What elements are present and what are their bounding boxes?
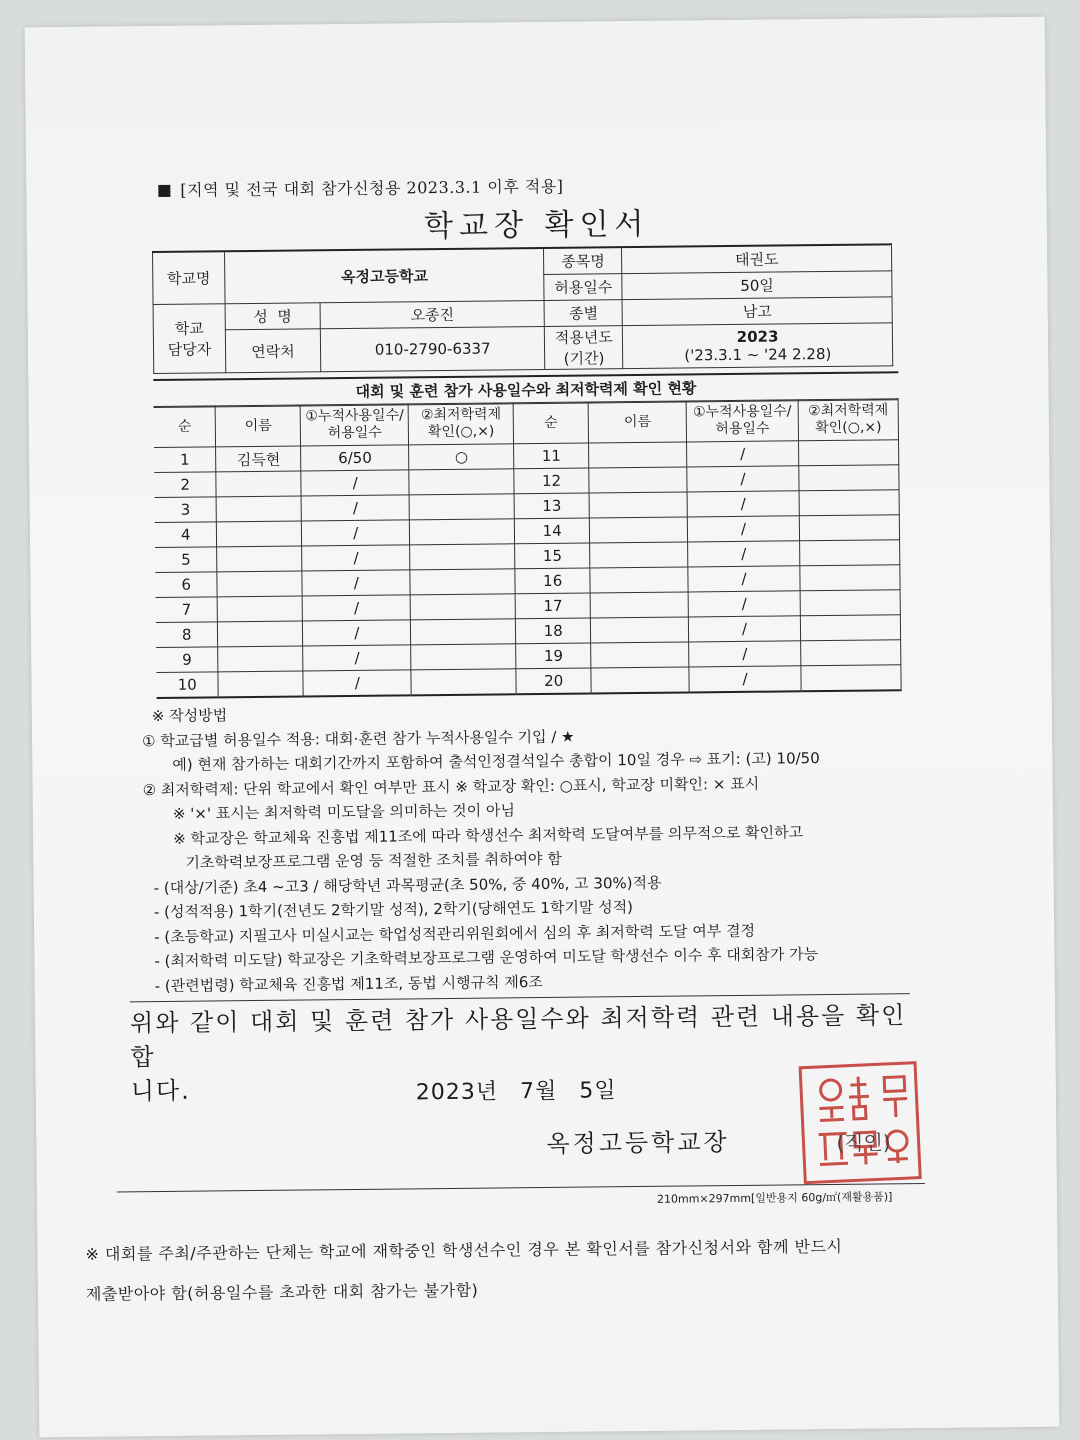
instructions bbox=[142, 696, 925, 998]
document-paper bbox=[25, 17, 1060, 1438]
cell-right-no: 14 bbox=[515, 518, 590, 544]
event-value: 태권도 bbox=[622, 244, 892, 273]
header-usage-right-line2: 허용일수 bbox=[715, 420, 770, 438]
cell-left-check bbox=[410, 519, 515, 545]
note-2: ② 최저학력제: 단위 학교에서 확인 여부만 표시 ※ 학교장 확인: ○표시, 학교장 미확인: × 표시 bbox=[142, 774, 760, 799]
cell-right-check bbox=[800, 565, 900, 591]
school-label: 학교명 bbox=[153, 251, 225, 304]
cell-right-check bbox=[799, 490, 899, 516]
cell-right-no: 20 bbox=[516, 668, 591, 694]
school-value: 옥정고등학교 bbox=[224, 248, 544, 304]
cell-right-name bbox=[589, 492, 687, 518]
manager-label-line2: 담당자 bbox=[167, 340, 212, 359]
cell-left-usage: / bbox=[301, 495, 409, 521]
cell-left-name bbox=[217, 546, 302, 572]
cell-left-name bbox=[218, 596, 303, 622]
cell-right-check bbox=[800, 540, 900, 566]
detail-1: - (대상/기준) 초4 ~고3 / 해당학년 과목평균(초 50%, 중 40%, 고 30%)적용 bbox=[153, 873, 662, 897]
status-title: 대회 및 훈련 참가 사용일수와 최저학력제 확인 현황 bbox=[153, 371, 898, 408]
note-1: ① 학교급별 허용일수 적용: 대회·훈련 참가 누적사용일수 기입 / ★ bbox=[142, 727, 575, 750]
cell-left-name bbox=[217, 571, 302, 597]
note-2-sub2b: 기초학력보장프로그램 운영 등 적절한 조치를 취하여야 함 bbox=[185, 849, 562, 872]
cell-right-name bbox=[589, 467, 687, 493]
bottom-note-line2: 제출받아야 함(허용일수를 초과한 대회 참가는 불가함) bbox=[85, 1280, 479, 1304]
header-name-right: 이름 bbox=[588, 401, 686, 443]
cell-right-usage: / bbox=[689, 641, 801, 667]
detail-2: - (성적적용) 1학기(전년도 2학기말 성적), 2학기(당해연도 1학기말 성적) bbox=[153, 898, 634, 922]
contact-label: 연락처 bbox=[225, 329, 320, 373]
bottom-note bbox=[85, 1226, 966, 1315]
cell-left-check bbox=[411, 669, 516, 696]
cell-left-check bbox=[411, 619, 516, 645]
issue-date: 2023년 7월 5일 bbox=[415, 1078, 617, 1106]
official-seal bbox=[799, 1061, 922, 1184]
header-usage-right bbox=[686, 400, 798, 442]
cell-left-check: ○ bbox=[409, 444, 514, 470]
header-check-line1: ②최저학력제 bbox=[420, 406, 502, 424]
cell-left-no: 6 bbox=[155, 572, 217, 598]
cell-right-name bbox=[589, 442, 687, 468]
cell-right-name bbox=[591, 642, 689, 668]
cell-right-check bbox=[800, 615, 900, 641]
principal-title: 옥정고등학교장 bbox=[546, 1128, 730, 1158]
cell-left-no: 8 bbox=[156, 622, 218, 648]
cell-right-usage: / bbox=[687, 466, 799, 492]
cell-left-usage: / bbox=[302, 595, 410, 621]
year-value: 2023 bbox=[736, 327, 779, 346]
allowed-days-value: 50일 bbox=[622, 271, 892, 300]
cell-right-no: 13 bbox=[514, 493, 589, 519]
header-note-text: [지역 및 전국 대회 참가신청용 2023.3.1 이후 적용] bbox=[180, 176, 564, 200]
header-check bbox=[408, 403, 513, 445]
cell-left-name bbox=[217, 521, 302, 547]
event-label: 종목명 bbox=[544, 247, 622, 274]
cell-left-no: 7 bbox=[156, 597, 218, 623]
cell-right-check bbox=[800, 590, 900, 616]
cell-left-no: 9 bbox=[156, 647, 218, 673]
category-label: 종별 bbox=[545, 300, 623, 327]
cell-left-name: 김득현 bbox=[216, 446, 301, 472]
cell-left-name bbox=[218, 671, 303, 697]
period-value: ('23.3.1 ~ '24 2.28) bbox=[684, 344, 832, 365]
cell-right-no: 19 bbox=[516, 643, 591, 669]
notes-heading: ※ 작성방법 bbox=[151, 706, 228, 726]
name-label: 성 명 bbox=[225, 303, 320, 330]
confirmation-line2: 니다. bbox=[130, 1076, 191, 1106]
contact-value: 010-2790-6337 bbox=[320, 326, 545, 371]
info-table bbox=[152, 243, 893, 374]
cell-left-usage: / bbox=[303, 670, 411, 697]
header-note bbox=[158, 174, 563, 201]
header-check-line2: 확인(○,×) bbox=[427, 423, 495, 441]
year-label-line1: 적용년도 bbox=[554, 328, 613, 347]
seal-mark-label: (직인) bbox=[836, 1130, 891, 1155]
cell-left-check bbox=[410, 569, 515, 595]
cell-left-check bbox=[409, 469, 514, 495]
detail-3: - (초등학교) 지필고사 미실시교는 학업성적관리위원회에서 심의 후 최저학력 도달 여부 결정 bbox=[154, 921, 756, 946]
cell-right-name bbox=[590, 592, 688, 618]
cell-left-usage: / bbox=[302, 570, 410, 596]
manager-label bbox=[153, 304, 226, 374]
cell-right-check bbox=[801, 665, 901, 692]
cell-right-no: 18 bbox=[516, 618, 591, 644]
cell-right-check bbox=[799, 465, 899, 491]
black-square-icon bbox=[158, 185, 170, 197]
cell-left-no: 4 bbox=[155, 522, 217, 548]
cell-left-no: 5 bbox=[155, 547, 217, 573]
cell-left-usage: / bbox=[303, 645, 411, 671]
bottom-note-line1: ※ 대회를 주최/주관하는 단체는 학교에 재학중인 학생선수인 경우 본 확인서를 참가신청서와 함께 반드시 bbox=[85, 1236, 843, 1264]
cell-left-name bbox=[218, 646, 303, 672]
cell-right-name bbox=[589, 517, 687, 543]
cell-left-no: 2 bbox=[154, 472, 216, 498]
cell-right-no: 15 bbox=[515, 543, 590, 569]
cell-left-check bbox=[411, 644, 516, 670]
cell-right-usage: / bbox=[689, 666, 801, 693]
allowed-days-label: 허용일수 bbox=[544, 274, 622, 301]
header-check-right-line2: 확인(○,×) bbox=[815, 419, 882, 437]
name-value: 오종진 bbox=[320, 300, 545, 328]
cell-left-no: 10 bbox=[156, 672, 218, 698]
cell-left-name bbox=[218, 621, 303, 647]
detail-5: - (관련법령) 학교체육 진흥법 제11조, 동법 시행규칙 제6조 bbox=[154, 972, 543, 995]
cell-right-usage: / bbox=[688, 541, 800, 567]
cell-left-usage: / bbox=[303, 620, 411, 646]
header-name: 이름 bbox=[216, 405, 301, 447]
paper-spec: 210mm×297mm[일반용지 60g/㎡(재활용품)] bbox=[656, 1190, 893, 1206]
year-label bbox=[545, 326, 623, 370]
document-title: 학교장 확인서 bbox=[423, 206, 650, 245]
cell-left-check bbox=[410, 544, 515, 570]
category-value: 남고 bbox=[622, 297, 892, 326]
year-value-cell bbox=[623, 323, 893, 369]
note-2-sub2a: ※ 학교장은 학교체육 진흥법 제11조에 따라 학생선수 최저학력 도달여부를 의무적으로 확인하고 bbox=[173, 822, 804, 848]
header-check-right bbox=[798, 399, 898, 441]
header-no-right: 순 bbox=[513, 402, 588, 444]
cell-left-name bbox=[216, 471, 301, 497]
cell-right-check bbox=[801, 640, 901, 666]
cell-right-name bbox=[590, 542, 688, 568]
cell-right-no: 11 bbox=[514, 443, 589, 469]
cell-left-no: 3 bbox=[155, 497, 217, 523]
confirmation-line1: 위와 같이 대회 및 훈련 참가 사용일수와 최저학력 관련 내용을 확인합 bbox=[129, 1001, 907, 1072]
cell-right-usage: / bbox=[688, 566, 800, 592]
cell-left-usage: / bbox=[302, 520, 410, 546]
cell-right-name bbox=[591, 617, 689, 643]
note-2-sub1: ※ '×' 표시는 최저학력 미도달을 의미하는 것이 아님 bbox=[172, 801, 516, 823]
cell-right-usage: / bbox=[688, 591, 800, 617]
cell-left-name bbox=[217, 496, 302, 522]
seal-glyphs-icon bbox=[802, 1064, 919, 1181]
header-usage-line1: ①누적사용일수/ bbox=[305, 407, 404, 425]
note-1-example: 예) 현재 참가하는 대회기간까지 포함하여 출석인정결석일수 총합이 10일 경우 ⇨ 표기: (고) 10/50 bbox=[172, 749, 820, 774]
header-no: 순 bbox=[154, 406, 216, 448]
cell-right-usage: / bbox=[687, 516, 799, 542]
header-usage-right-line1: ①누적사용일수/ bbox=[692, 403, 792, 421]
cell-left-usage: 6/50 bbox=[301, 445, 409, 471]
cell-right-usage: / bbox=[688, 616, 800, 642]
cell-right-no: 17 bbox=[515, 593, 590, 619]
cell-right-check bbox=[799, 515, 899, 541]
cell-right-name bbox=[591, 667, 689, 694]
cell-right-usage: / bbox=[687, 491, 799, 517]
detail-4: - (최저학력 미도달) 학교장은 기초학력보장프로그램 운영하여 미도달 학생선수 이수 후 대회참가 가능 bbox=[154, 945, 819, 971]
status-table bbox=[154, 398, 902, 699]
cell-left-no: 1 bbox=[154, 447, 216, 473]
header-usage-line2: 허용일수 bbox=[327, 424, 382, 442]
cell-right-check bbox=[799, 440, 899, 466]
header-check-right-line1: ②최저학력제 bbox=[808, 402, 889, 420]
cell-left-check bbox=[409, 494, 514, 520]
cell-left-usage: / bbox=[302, 545, 410, 571]
cell-right-usage: / bbox=[687, 441, 799, 467]
cell-right-name bbox=[590, 567, 688, 593]
cell-left-check bbox=[410, 594, 515, 620]
header-usage bbox=[300, 404, 408, 446]
cell-left-usage: / bbox=[301, 470, 409, 496]
year-label-line2: (기간) bbox=[563, 349, 605, 368]
manager-label-line1: 학교 bbox=[174, 319, 204, 338]
cell-right-no: 16 bbox=[515, 568, 590, 594]
cell-right-no: 12 bbox=[514, 468, 589, 494]
